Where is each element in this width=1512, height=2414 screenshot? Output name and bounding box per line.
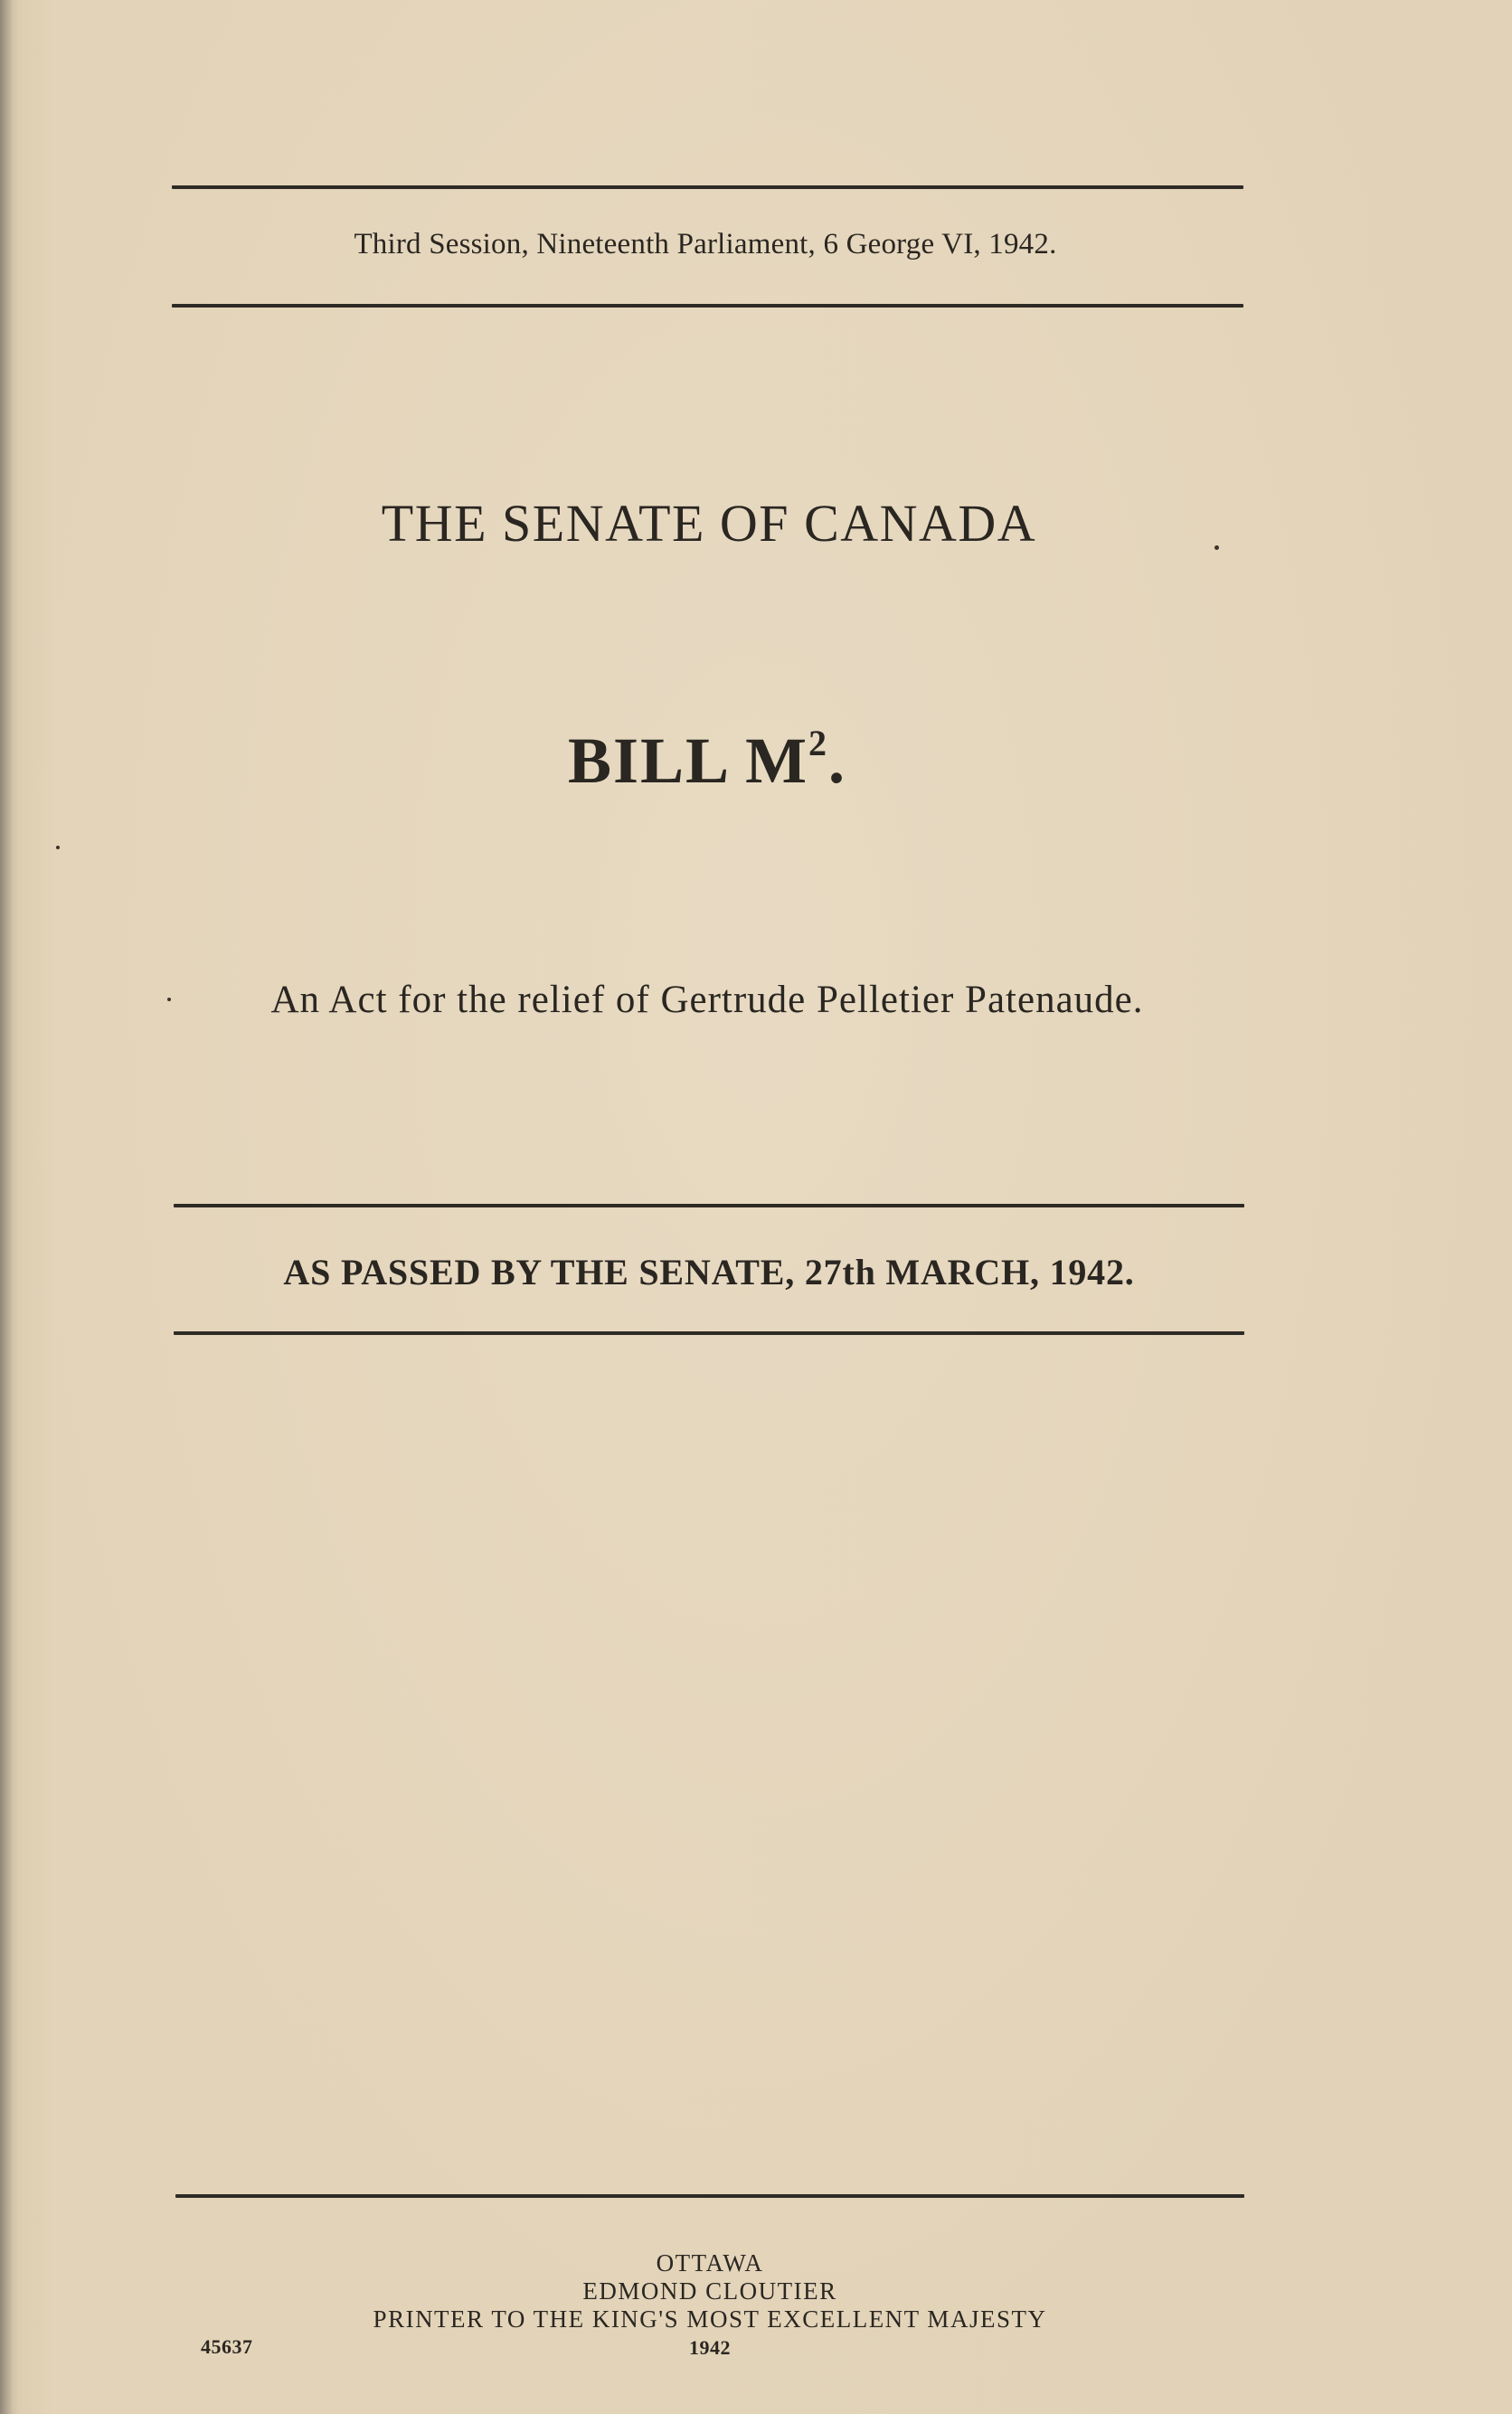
imprint-printer: EDMOND CLOUTIER [582, 2277, 837, 2305]
bill-title [0, 724, 1414, 799]
passed-top-rule [174, 1204, 1244, 1207]
paper-speck [56, 846, 60, 849]
paper-speck [167, 998, 171, 1001]
senate-heading: THE SENATE OF CANADA [381, 494, 1037, 553]
imprint-rule [175, 2194, 1244, 2198]
passed-line: AS PASSED BY THE SENATE, 27th MARCH, 1942. [283, 1252, 1135, 1292]
imprint-year: 1942 [689, 2336, 731, 2359]
session-line: Third Session, Nineteenth Parliament, 6 George VI, 1942. [354, 228, 1057, 260]
top-rule [172, 185, 1243, 189]
paper-speck [1214, 545, 1219, 550]
bill-title-main: BILL M [567, 724, 809, 797]
job-number: 45637 [201, 2335, 253, 2358]
binding-edge [0, 0, 13, 2414]
imprint-printer-title: PRINTER TO THE KING'S MOST EXCELLENT MAJESTY [373, 2305, 1047, 2333]
bill-title-period: . [828, 724, 847, 797]
passed-bottom-rule [174, 1331, 1244, 1335]
bill-title-superscript: 2 [808, 723, 829, 763]
act-description: An Act for the relief of Gertrude Pelletier Patenaude. [270, 979, 1144, 1021]
session-rule [172, 304, 1243, 308]
imprint-city: OTTAWA [656, 2249, 764, 2277]
